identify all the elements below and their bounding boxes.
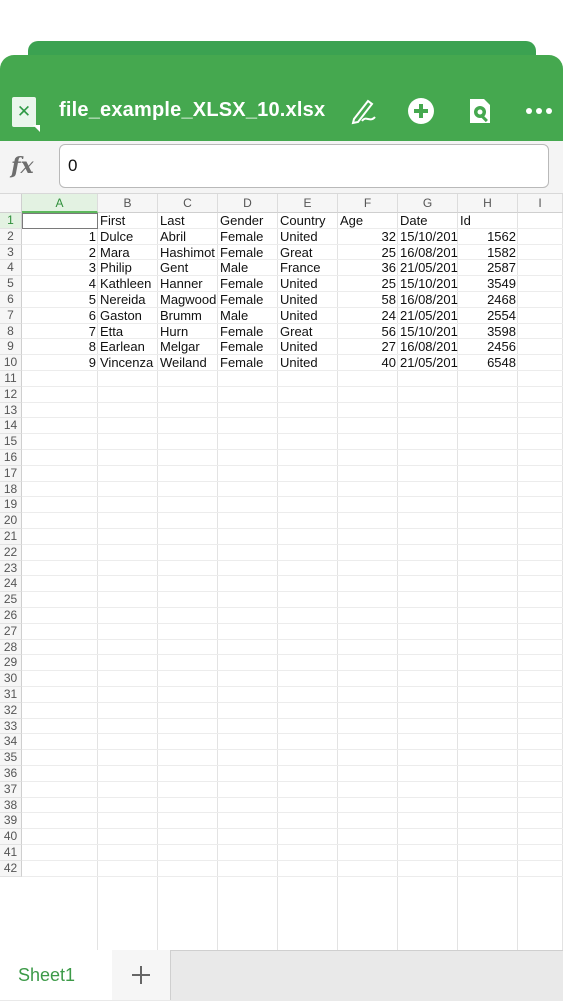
cell-f3[interactable]: 25 — [381, 244, 396, 260]
row-header-6[interactable]: 6 — [0, 292, 22, 308]
cell-b5[interactable]: Kathleen — [100, 276, 152, 292]
row-gridline — [22, 654, 563, 655]
cell-c4[interactable]: Gent — [160, 260, 189, 276]
selected-cell-outline[interactable] — [22, 213, 98, 229]
row-gridline — [22, 749, 563, 750]
cell-c8[interactable]: Hurn — [160, 323, 189, 339]
row-gridline — [22, 781, 563, 782]
row-gridline — [22, 512, 563, 513]
cell-e10[interactable]: United — [280, 355, 318, 371]
cell-f9[interactable]: 27 — [381, 339, 396, 355]
cell-d10[interactable]: Female — [220, 355, 264, 371]
cell-b1[interactable]: First — [100, 213, 126, 228]
row-header-11[interactable]: 11 — [0, 371, 22, 387]
row-gridline — [22, 844, 563, 845]
row-header-25[interactable]: 25 — [0, 592, 22, 608]
row-gridline — [22, 670, 563, 671]
cell-e7[interactable]: United — [280, 307, 318, 323]
cell-e6[interactable]: United — [280, 292, 318, 307]
cell-h1[interactable]: Id — [460, 213, 471, 228]
row-gridline — [22, 528, 563, 529]
row-header-16[interactable]: 16 — [0, 450, 22, 466]
row-header-14[interactable]: 14 — [0, 418, 22, 434]
cell-g6[interactable]: 16/08/201 — [400, 292, 458, 307]
row-gridline — [22, 797, 563, 798]
row-header-32[interactable]: 32 — [0, 703, 22, 719]
cell-h5[interactable]: 3549 — [487, 276, 516, 292]
more-icon[interactable] — [523, 95, 555, 127]
cell-f10[interactable]: 40 — [381, 355, 396, 371]
row-gridline — [22, 686, 563, 687]
row-header-38[interactable]: 38 — [0, 798, 22, 814]
row-header-9[interactable]: 9 — [0, 339, 22, 355]
cell-g7[interactable]: 21/05/201 — [400, 307, 458, 323]
cell-e4[interactable]: France — [280, 260, 321, 276]
cell-c10[interactable]: Weiland — [160, 355, 207, 371]
row-header-21[interactable]: 21 — [0, 529, 22, 545]
cell-a5[interactable]: 4 — [88, 276, 96, 292]
cell-a8[interactable]: 7 — [88, 323, 96, 339]
row-gridline — [22, 607, 563, 608]
column-header-a[interactable]: A — [22, 194, 98, 213]
column-header-f[interactable]: F — [338, 194, 398, 213]
cell-e1[interactable]: Country — [280, 213, 326, 228]
row-gridline — [22, 623, 563, 624]
cell-d5[interactable]: Female — [220, 276, 264, 292]
row-gridline — [22, 575, 563, 576]
add-circle-icon[interactable] — [405, 95, 437, 127]
add-sheet-button[interactable] — [112, 950, 171, 1000]
cell-h7[interactable]: 2554 — [487, 307, 516, 323]
row-header-30[interactable]: 30 — [0, 671, 22, 687]
cell-c6[interactable]: Magwood — [160, 292, 217, 307]
cell-d4[interactable]: Male — [220, 260, 249, 276]
cell-h6[interactable]: 2468 — [487, 292, 516, 307]
cell-d7[interactable]: Male — [220, 307, 249, 323]
row-header-15[interactable]: 15 — [0, 434, 22, 450]
cell-a4[interactable]: 3 — [88, 260, 96, 276]
column-header-b[interactable]: B — [98, 194, 158, 213]
row-header-24[interactable]: 24 — [0, 576, 22, 592]
column-header-d[interactable]: D — [218, 194, 278, 213]
cell-f1[interactable]: Age — [340, 213, 364, 228]
cell-e9[interactable]: United — [280, 339, 318, 355]
cell-a9[interactable]: 8 — [88, 339, 96, 355]
cell-h4[interactable]: 2587 — [487, 260, 516, 276]
cell-h8[interactable]: 3598 — [487, 323, 516, 339]
file-xlsx-icon — [12, 97, 36, 127]
spreadsheet-grid[interactable] — [0, 194, 563, 950]
row-header-8[interactable]: 8 — [0, 324, 22, 340]
cell-c5[interactable]: Hanner — [160, 276, 203, 292]
row-header-4[interactable]: 4 — [0, 260, 22, 276]
row-header-7[interactable]: 7 — [0, 308, 22, 324]
cell-e5[interactable]: United — [280, 276, 318, 292]
cell-f2[interactable]: 32 — [381, 228, 396, 244]
cell-d9[interactable]: Female — [220, 339, 264, 355]
cell-a3[interactable]: 2 — [88, 244, 96, 260]
row-gridline — [22, 496, 563, 497]
sheet-tab-sheet1[interactable] — [0, 950, 113, 1000]
row-gridline — [22, 718, 563, 719]
sheet-tab-label: Sheet1 — [18, 965, 76, 985]
row-header-34[interactable]: 34 — [0, 734, 22, 750]
row-gridline — [22, 639, 563, 640]
row-gridline — [22, 733, 563, 734]
cell-g1[interactable]: Date — [400, 213, 428, 228]
row-header-2[interactable]: 2 — [0, 229, 22, 245]
cell-a6[interactable]: 5 — [88, 292, 96, 307]
cell-a7[interactable]: 6 — [88, 307, 96, 323]
cell-c3[interactable]: Hashimot — [160, 244, 215, 260]
row-header-5[interactable]: 5 — [0, 276, 22, 292]
cell-a10[interactable]: 9 — [88, 355, 96, 371]
cell-f5[interactable]: 25 — [381, 276, 396, 292]
row-header-36[interactable]: 36 — [0, 766, 22, 782]
row-header-17[interactable]: 17 — [0, 466, 22, 482]
cell-g2[interactable]: 15/10/201 — [400, 228, 458, 244]
cell-d6[interactable]: Female — [220, 292, 264, 307]
cell-d8[interactable]: Female — [220, 323, 264, 339]
cell-f4[interactable]: 36 — [381, 260, 396, 276]
row-gridline — [22, 876, 563, 877]
cell-c7[interactable]: Brumm — [160, 307, 202, 323]
cell-b9[interactable]: Earlean — [100, 339, 145, 355]
row-header-27[interactable]: 27 — [0, 624, 22, 640]
cell-e8[interactable]: Great — [280, 323, 313, 339]
row-header-41[interactable]: 41 — [0, 845, 22, 861]
row-header-37[interactable]: 37 — [0, 782, 22, 798]
plus-icon — [112, 950, 170, 1000]
row-header-28[interactable]: 28 — [0, 640, 22, 656]
row-header-39[interactable]: 39 — [0, 813, 22, 829]
row-header-35[interactable]: 35 — [0, 750, 22, 766]
fx-icon: fx — [11, 153, 34, 179]
cell-b7[interactable]: Gaston — [100, 307, 142, 323]
cell-h3[interactable]: 1582 — [487, 244, 516, 260]
cell-g4[interactable]: 21/05/201 — [400, 260, 458, 276]
pen-icon[interactable] — [348, 95, 380, 127]
cell-b10[interactable]: Vincenza — [100, 355, 154, 371]
cell-b4[interactable]: Philip — [100, 260, 132, 276]
cell-f8[interactable]: 56 — [381, 323, 396, 339]
row-gridline — [22, 765, 563, 766]
row-gridline — [22, 465, 563, 466]
row-gridline — [22, 417, 563, 418]
cell-h9[interactable]: 2456 — [487, 339, 516, 355]
cell-f7[interactable]: 24 — [381, 307, 396, 323]
row-gridline — [22, 481, 563, 482]
settings-doc-icon[interactable] — [464, 95, 496, 127]
select-all-corner[interactable] — [0, 194, 22, 213]
row-header-31[interactable]: 31 — [0, 687, 22, 703]
row-header-22[interactable]: 22 — [0, 545, 22, 561]
cell-g9[interactable]: 16/08/201 — [400, 339, 458, 355]
row-header-26[interactable]: 26 — [0, 608, 22, 624]
cell-b3[interactable]: Mara — [100, 244, 130, 260]
row-header-12[interactable]: 12 — [0, 387, 22, 403]
cell-c9[interactable]: Melgar — [160, 339, 200, 355]
row-header-42[interactable]: 42 — [0, 861, 22, 877]
row-header-10[interactable]: 10 — [0, 355, 22, 371]
column-header-i[interactable]: I — [518, 194, 563, 213]
row-header-13[interactable]: 13 — [0, 403, 22, 419]
cell-b8[interactable]: Etta — [100, 323, 124, 339]
column-header-c[interactable]: C — [158, 194, 218, 213]
formula-input[interactable] — [59, 144, 549, 188]
row-gridline — [22, 591, 563, 592]
cell-g8[interactable]: 15/10/201 — [400, 323, 458, 339]
row-gridline — [22, 702, 563, 703]
cell-c2[interactable]: Abril — [160, 228, 187, 244]
column-header-g[interactable]: G — [398, 194, 458, 213]
row-gridline — [22, 560, 563, 561]
row-header-20[interactable]: 20 — [0, 513, 22, 529]
row-header-19[interactable]: 19 — [0, 497, 22, 513]
cell-h10[interactable]: 6548 — [487, 355, 516, 371]
cell-b6[interactable]: Nereida — [100, 292, 146, 307]
cell-g10[interactable]: 21/05/201 — [400, 355, 458, 371]
cell-d1[interactable]: Gender — [220, 213, 264, 228]
formula-value: 0 — [68, 156, 78, 175]
row-header-33[interactable]: 33 — [0, 719, 22, 735]
cell-b2[interactable]: Dulce — [100, 228, 134, 244]
column-header-e[interactable]: E — [278, 194, 338, 213]
cell-a2[interactable]: 1 — [88, 228, 96, 244]
row-header-29[interactable]: 29 — [0, 655, 22, 671]
column-header-h[interactable]: H — [458, 194, 518, 213]
row-gridline — [22, 402, 563, 403]
cell-c1[interactable]: Last — [160, 213, 185, 228]
row-gridline — [22, 449, 563, 450]
row-header-3[interactable]: 3 — [0, 245, 22, 261]
cell-e3[interactable]: Great — [280, 244, 313, 260]
row-gridline — [22, 544, 563, 545]
row-header-18[interactable]: 18 — [0, 482, 22, 498]
row-gridline — [22, 860, 563, 861]
cell-g5[interactable]: 15/10/201 — [400, 276, 458, 292]
row-gridline — [22, 828, 563, 829]
cell-f6[interactable]: 58 — [381, 292, 396, 307]
file-icon-letter: ✕ — [16, 102, 32, 121]
row-gridline — [22, 812, 563, 813]
cell-h2[interactable]: 1562 — [487, 228, 516, 244]
row-header-40[interactable]: 40 — [0, 829, 22, 845]
cell-d2[interactable]: Female — [220, 228, 264, 244]
row-header-23[interactable]: 23 — [0, 561, 22, 577]
file-title[interactable]: file_example_XLSX_10.xlsx — [59, 99, 326, 121]
row-header-1[interactable]: 1 — [0, 213, 22, 229]
row-gridline — [22, 386, 563, 387]
cell-g3[interactable]: 16/08/201 — [400, 244, 458, 260]
cell-d3[interactable]: Female — [220, 244, 264, 260]
cell-e2[interactable]: United — [280, 228, 318, 244]
row-gridline — [22, 433, 563, 434]
